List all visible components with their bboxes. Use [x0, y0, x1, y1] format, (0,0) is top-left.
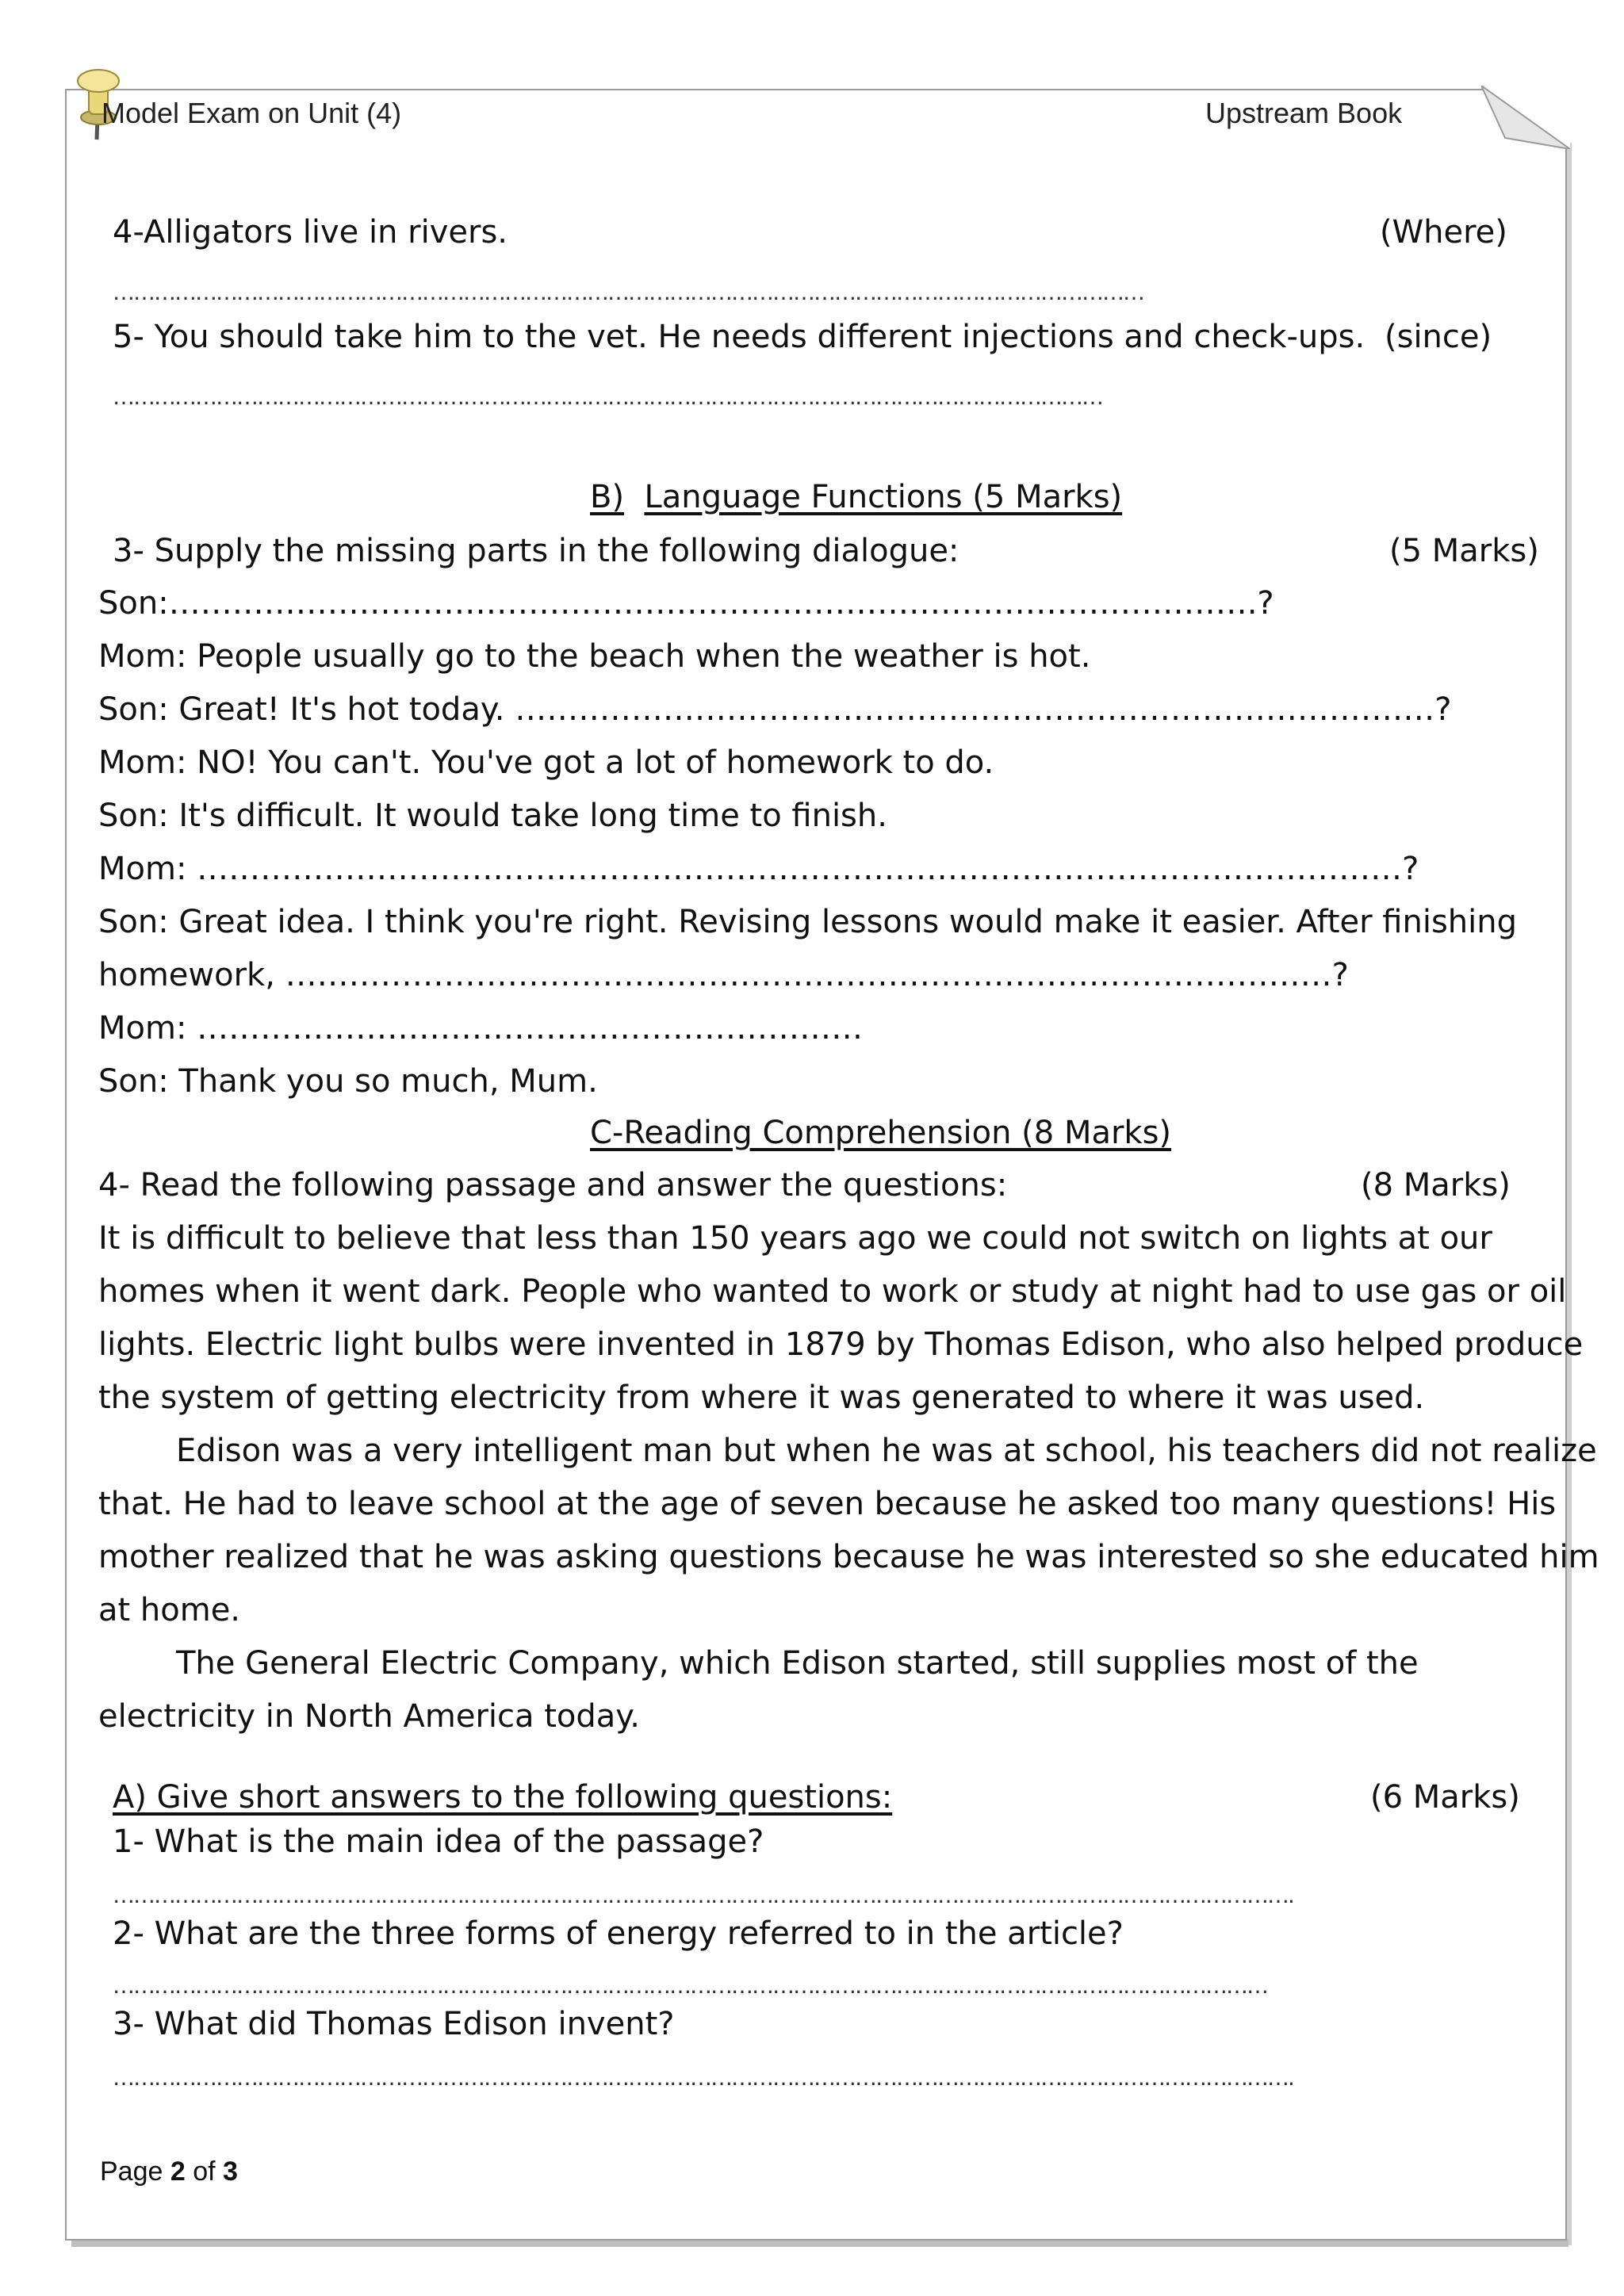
section-b-label: B)	[590, 479, 625, 515]
dialogue-line: Mom: People usually go to the beach when the weather is hot.	[98, 638, 1091, 675]
section-c-title: C-Reading Comprehension (8 Marks)	[590, 1115, 1172, 1151]
section-c-instruction: 4- Read the following passage and answer the questions:	[98, 1167, 1008, 1203]
page-middle: of	[185, 2156, 224, 2187]
dialogue-line: Mom: ……………………………………………………………………………………………………?	[98, 851, 1419, 887]
part-a-marks: (6 Marks)	[1370, 1779, 1520, 1816]
dialogue-line: Mom: NO! You can't. You've got a lot of homework to do.	[98, 744, 994, 781]
section-b-heading	[590, 479, 1122, 515]
dialogue-line: Mom: ………………………………………………………	[98, 1010, 864, 1047]
reading-question-1: 1- What is the main idea of the passage?	[113, 1823, 764, 1860]
dialogue-line: homework, ………………………………………………………………………………………?	[98, 957, 1349, 993]
passage-line: The General Electric Company, which Edison started, still supplies most of the	[176, 1645, 1419, 1682]
dialogue-line: Son: Great! It's hot today. ……………………………………………………………………………?	[98, 691, 1452, 728]
page-total: 3	[223, 2156, 238, 2187]
section-c-marks: (8 Marks)	[1361, 1167, 1511, 1203]
dialogue-line: Son:………………………………………………………………………………………….?	[98, 585, 1274, 622]
section-b-title: Language Functions (5 Marks)	[644, 479, 1123, 515]
passage-line: at home.	[98, 1592, 241, 1628]
section-b-marks: (5 Marks)	[1389, 533, 1539, 569]
answer-line-1[interactable]: ……………………………………………………………………………………………………………………………………	[113, 279, 1143, 305]
part-a-title: A) Give short answers to the following questions:	[113, 1779, 893, 1816]
passage-line: It is difficult to believe that less than 150 years ago we could not switch on lights at our	[98, 1220, 1492, 1257]
page-current: 2	[170, 2156, 186, 2187]
answer-line-4[interactable]: ……………………………………………………………………………………………………………………………………………………	[113, 1973, 1267, 1999]
header-left: Model Exam on Unit (4)	[102, 97, 402, 129]
answer-line-5[interactable]: ……………………………………………………………………………………………………………………………………………………….	[113, 2064, 1293, 2091]
question-5-hint: (since)	[1385, 319, 1492, 355]
passage-line: Edison was a very intelligent man but when he was at school, his teachers did not realize	[176, 1433, 1597, 1469]
dialogue-line: Son: It's difficult. It would take long time to finish.	[98, 798, 887, 834]
answer-line-3[interactable]: ……………………………………………………………………………………………………………………………………………………….	[113, 1882, 1293, 1908]
passage-line: that. He had to leave school at the age of seven because he asked too many questions! His	[98, 1486, 1557, 1522]
passage-line: electricity in North America today.	[98, 1698, 640, 1735]
dialogue-line: Son: Great idea. I think you're right. Revising lessons would make it easier. After finishing	[98, 904, 1517, 940]
page-curl-icon	[1481, 86, 1570, 149]
reading-question-3: 3- What did Thomas Edison invent?	[113, 2006, 675, 2042]
reading-question-2: 2- What are the three forms of energy referred to in the article?	[113, 1915, 1124, 1952]
answer-line-2[interactable]: ………………………………………………………………………………………………………………………………	[113, 384, 1102, 410]
dialogue-line: Son: Thank you so much, Mum.	[98, 1063, 598, 1100]
question-4-text: 4-Alligators live in rivers.	[113, 214, 508, 251]
passage-line: homes when it went dark. People who wanted to work or study at night had to use gas or oil	[98, 1273, 1567, 1310]
page-prefix: Page	[100, 2156, 170, 2187]
header-right: Upstream Book	[1205, 97, 1403, 129]
passage-line: mother realized that he was asking questions because he was interested so she educated him	[98, 1539, 1599, 1575]
question-4-hint: (Where)	[1380, 214, 1507, 251]
page-number	[100, 2156, 238, 2187]
passage-line: lights. Electric light bulbs were invented in 1879 by Thomas Edison, who also helped produce	[98, 1326, 1584, 1363]
passage-line: the system of getting electricity from where it was generated to where it was used.	[98, 1380, 1425, 1416]
section-b-instruction: 3- Supply the missing parts in the following dialogue:	[113, 533, 959, 569]
question-5-text: 5- You should take him to the vet. He needs different injections and check-ups.	[113, 319, 1365, 355]
